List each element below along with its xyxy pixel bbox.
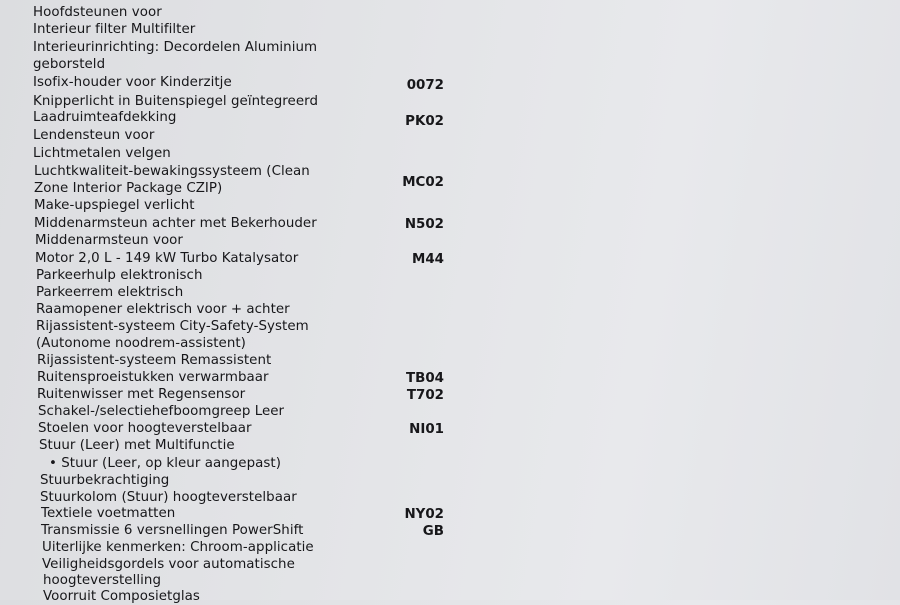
list-item: Parkeerhulp elektronisch: [36, 268, 203, 283]
list-item: Ruitensproeistukken verwarmbaar: [37, 370, 269, 385]
list-item: Middenarmsteun voor: [35, 233, 183, 248]
list-item: Luchtkwaliteit-bewakingssysteem (Clean: [34, 164, 310, 179]
list-item: Stuurbekrachtiging: [40, 473, 170, 488]
list-item: Lendensteun voor: [33, 128, 155, 143]
option-code: NI01: [409, 422, 444, 437]
option-code: M44: [412, 252, 444, 267]
list-item: Ruitenwisser met Regensensor: [37, 387, 246, 402]
list-item: Interieurinrichting: Decordelen Aluminium: [33, 40, 318, 55]
list-item: Make-upspiegel verlicht: [34, 198, 195, 213]
list-item: Rijassistent-systeem Remassistent: [37, 353, 272, 368]
list-item: Rijassistent-systeem City-Safety-System: [36, 319, 309, 334]
list-item: Knipperlicht in Buitenspiegel geïntegreerd: [33, 94, 319, 109]
list-item: Interieur filter Multifilter: [33, 22, 196, 37]
list-item: Stuurkolom (Stuur) hoogteverstelbaar: [40, 490, 297, 505]
option-code: PK02: [405, 114, 444, 129]
list-item: Uiterlijke kenmerken: Chroom-applicatie: [42, 540, 314, 555]
list-item: Parkeerrem elektrisch: [36, 285, 184, 300]
list-item: Textiele voetmatten: [41, 506, 176, 521]
list-item: Laadruimteafdekking: [33, 110, 177, 125]
option-code: TB04: [406, 371, 444, 386]
list-item: Raamopener elektrisch voor + achter: [36, 302, 290, 317]
list-item: Lichtmetalen velgen: [33, 146, 171, 161]
list-item: hoogteverstelling: [43, 573, 161, 588]
list-item: Isofix-houder voor Kinderzitje: [33, 75, 232, 90]
list-item: Stoelen voor hoogteverstelbaar: [38, 421, 252, 436]
option-code: T702: [406, 388, 444, 403]
option-code: GB: [422, 524, 444, 539]
list-item: Transmissie 6 versnellingen PowerShift: [41, 523, 304, 538]
list-item: Veiligheidsgordels voor automatische: [42, 557, 295, 572]
list-item: Voorruit Composietglas: [43, 589, 200, 604]
option-code: N502: [404, 217, 444, 232]
sub-list-item: • Stuur (Leer, op kleur aangepast): [49, 456, 281, 471]
list-item: Schakel-/selectiehefboomgreep Leer: [38, 404, 285, 419]
option-code: NY02: [404, 507, 444, 522]
list-item: geborsteld: [33, 57, 106, 72]
list-item: Middenarmsteun achter met Bekerhouder: [34, 216, 317, 231]
list-item: Hoofdsteunen voor: [33, 5, 162, 20]
option-code: 0072: [406, 78, 444, 93]
list-item: Stuur (Leer) met Multifunctie: [39, 438, 235, 453]
list-item: Zone Interior Package CZIP): [34, 181, 223, 196]
list-item: Motor 2,0 L - 149 kW Turbo Katalysator: [35, 251, 299, 266]
option-code: MC02: [402, 175, 444, 190]
list-item: (Autonome noodrem-assistent): [36, 336, 246, 351]
